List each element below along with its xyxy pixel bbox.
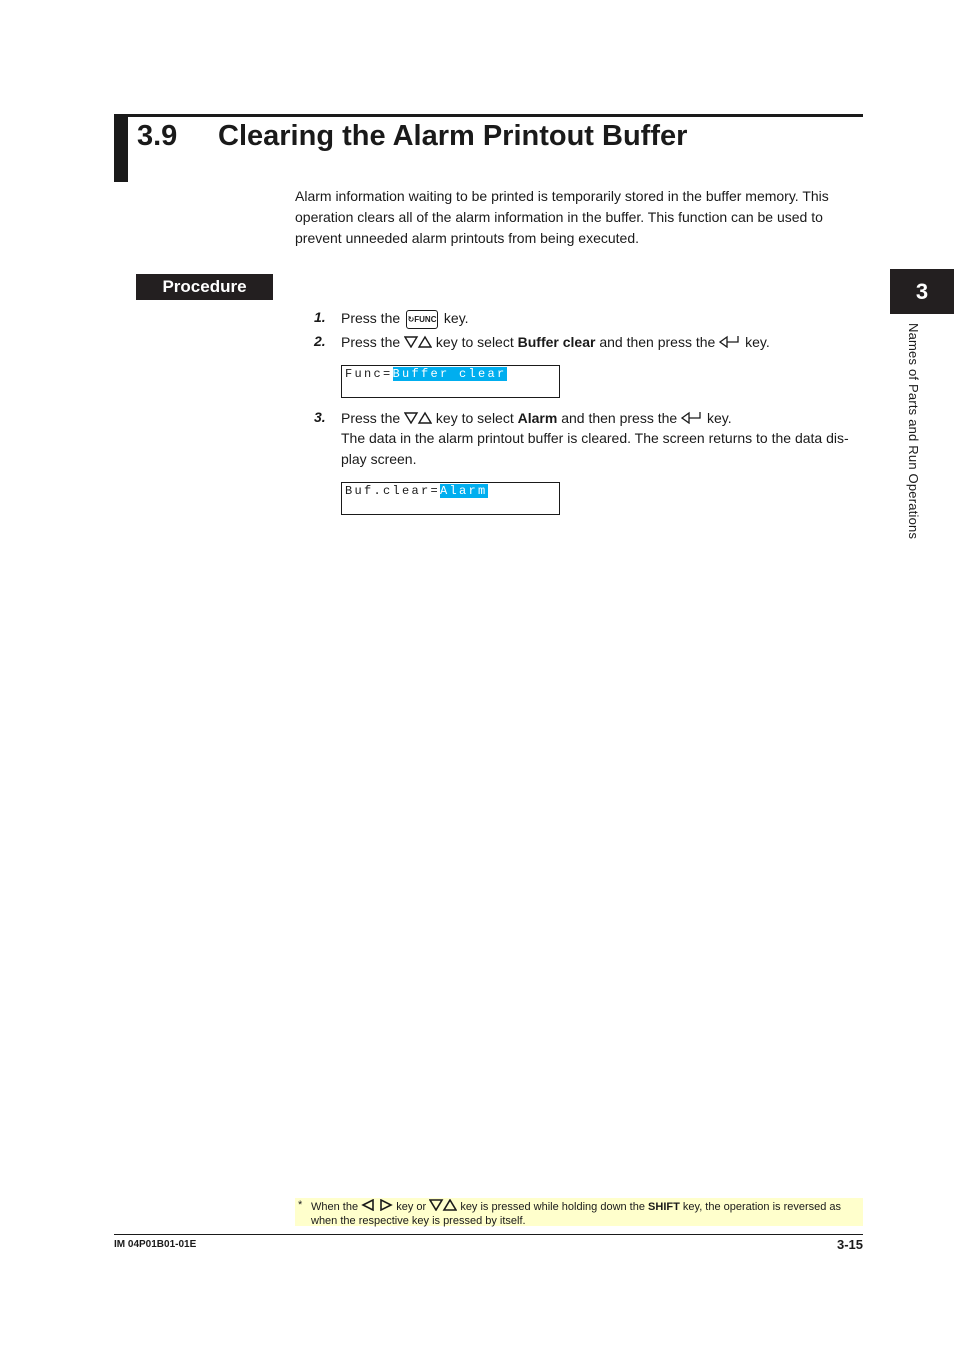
step-number: 1.	[314, 309, 326, 325]
enter-key-icon	[681, 409, 703, 430]
step-text-post: and then press the	[599, 334, 716, 350]
intro-paragraph: Alarm information waiting to be printed is temporarily stored in the buffer memory. This operation clears all of the alarm information in the buffer. This function can be used to prevent unneeded alarm printouts from being executed.	[295, 188, 829, 246]
step-text-pre: Press the	[341, 334, 401, 350]
step-text-pre: Press the	[341, 410, 401, 426]
lcd-display-func	[341, 365, 560, 398]
step-text-mid: key to select	[435, 334, 514, 350]
down-up-arrow-keys-icon	[404, 409, 432, 430]
step-text-end: key.	[745, 334, 770, 350]
step-number: 2.	[314, 333, 326, 349]
chapter-side-title: Names of Parts and Run Operations	[906, 323, 921, 540]
footnote-part: When the	[311, 1200, 359, 1213]
func-key-label: FUNC	[414, 314, 437, 324]
page-number: 3-15	[836, 1237, 863, 1252]
left-right-arrow-keys-icon	[361, 1199, 393, 1215]
document-id: IM 04P01B01-01E	[114, 1239, 197, 1250]
section-number: 3.9	[137, 120, 178, 152]
step-text-end: key.	[706, 410, 732, 426]
lcd-line	[345, 367, 507, 382]
step-text-mid: key to select	[435, 410, 514, 426]
step-2-text	[341, 332, 770, 354]
section-marker-bar	[114, 114, 128, 182]
lcd-line	[345, 484, 488, 499]
step-1-text	[341, 308, 469, 329]
lcd-prefix: Func=	[345, 367, 393, 381]
down-up-arrow-keys-icon	[404, 333, 432, 354]
section-top-rule	[128, 114, 863, 117]
down-up-arrow-keys-icon	[429, 1199, 457, 1215]
footnote-part: key is pressed while holding down the	[460, 1200, 645, 1213]
footnote-shift: SHIFT	[648, 1200, 680, 1213]
step-3-text	[341, 408, 732, 430]
step-number: 3.	[314, 409, 326, 425]
lcd-highlight: Alarm	[440, 484, 488, 498]
lcd-highlight: Buffer clear	[392, 367, 507, 381]
section-title: Clearing the Alarm Printout Buffer	[218, 120, 688, 152]
footnote-text	[311, 1199, 861, 1228]
step-text-post: key.	[443, 310, 469, 326]
step-select-item: Alarm	[517, 410, 558, 426]
footnote-part: key or	[396, 1200, 427, 1213]
lcd-display-buf-clear	[341, 482, 560, 515]
footer-rule	[114, 1234, 863, 1235]
step-3-description: The data in the alarm printout buffer is cleared. The screen returns to the data dis-play screen.	[341, 430, 849, 467]
procedure-label: Procedure	[136, 274, 273, 300]
footnote-part: key, the operation is reversed as when the respective key is pressed by itself.	[311, 1200, 842, 1227]
step-select-item: Buffer clear	[517, 334, 596, 350]
footnote-asterisk: *	[298, 1199, 303, 1211]
chapter-tab[interactable]: 3	[890, 269, 954, 314]
func-key-icon: ↻ FUNC	[406, 310, 438, 329]
step-text-pre: Press the	[341, 310, 401, 326]
lcd-prefix: Buf.clear=	[345, 484, 441, 498]
step-text-post: and then press the	[561, 410, 678, 426]
enter-key-icon	[719, 333, 741, 354]
